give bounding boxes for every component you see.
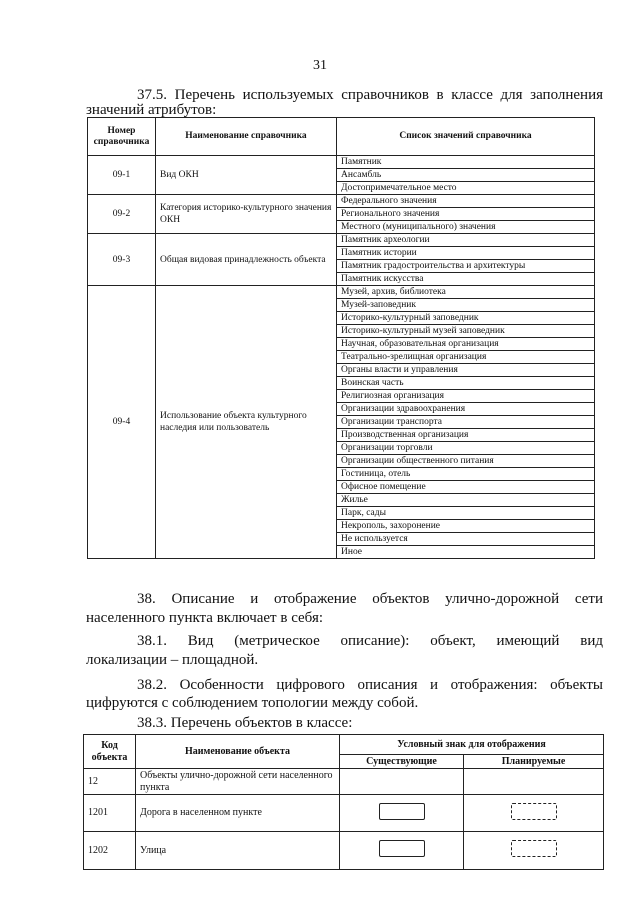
table-row bbox=[88, 234, 595, 247]
ref-value: Музей-заповедник bbox=[337, 299, 595, 312]
ref-value: Организации транспорта bbox=[337, 416, 595, 429]
ref-value: Памятник археологии bbox=[337, 234, 595, 247]
reference-table bbox=[87, 117, 595, 559]
table-row bbox=[84, 832, 604, 870]
objects-table bbox=[83, 734, 604, 870]
ref-name: Общая видовая принадлежность объекта bbox=[156, 234, 337, 286]
object-code: 1201 bbox=[84, 795, 136, 832]
table-row bbox=[88, 195, 595, 208]
table-row bbox=[88, 286, 595, 299]
ref-value: Театрально-зрелищная организация bbox=[337, 351, 595, 364]
ref-value: Памятник искусства bbox=[337, 273, 595, 286]
ref-name: Вид ОКН bbox=[156, 156, 337, 195]
header-ref-values: Список значений справочника bbox=[337, 118, 595, 156]
ref-name: Категория историко-культурного значения ОКН bbox=[156, 195, 337, 234]
ref-value: Памятник bbox=[337, 156, 595, 169]
street-existing-symbol bbox=[379, 840, 425, 857]
section-38-2-line1: 38.2. Особенности цифрового описания и отображения: объекты bbox=[137, 677, 603, 693]
section-38-1-line1: 38.1. Вид (метрическое описание): объект, имеющий вид bbox=[137, 633, 603, 649]
section-37-5-line2: значений атрибутов: bbox=[86, 102, 217, 118]
ref-value: Некрополь, захоронение bbox=[337, 520, 595, 533]
ref-value: Иное bbox=[337, 546, 595, 559]
ref-value: Воинская часть bbox=[337, 377, 595, 390]
header-planned: Планируемые bbox=[464, 755, 604, 769]
ref-value: Парк, сады bbox=[337, 507, 595, 520]
object-code: 1202 bbox=[84, 832, 136, 870]
ref-code: 09-1 bbox=[88, 156, 156, 195]
ref-value: Организации общественного питания bbox=[337, 455, 595, 468]
header-existing: Существующие bbox=[340, 755, 464, 769]
page-number: 31 bbox=[313, 58, 327, 73]
ref-value: Организации здравоохранения bbox=[337, 403, 595, 416]
section-38-3: 38.3. Перечень объектов в классе: bbox=[137, 715, 353, 731]
header-ref-name: Наименование справочника bbox=[156, 118, 337, 156]
street-planned-symbol bbox=[511, 840, 557, 857]
table-row bbox=[84, 769, 604, 795]
header-symbol: Условный знак для отображения bbox=[340, 735, 604, 755]
object-code: 12 bbox=[84, 769, 136, 795]
road-existing-symbol bbox=[379, 803, 425, 820]
ref-name: Использование объекта культурного наследия или пользователь bbox=[156, 286, 337, 559]
ref-value: Ансамбль bbox=[337, 169, 595, 182]
ref-value: Историко-культурный заповедник bbox=[337, 312, 595, 325]
ref-code: 09-3 bbox=[88, 234, 156, 286]
table-row bbox=[88, 156, 595, 169]
section-38-line1: 38. Описание и отображение объектов улично-дорожной сети bbox=[137, 591, 603, 607]
object-name: Дорога в населенном пункте bbox=[136, 795, 340, 832]
object-name: Объекты улично-дорожной сети населенного пункта bbox=[136, 769, 340, 795]
header-object-name: Наименование объекта bbox=[136, 735, 340, 769]
ref-value: Органы власти и управления bbox=[337, 364, 595, 377]
section-38-line2: населенного пункта включает в себя: bbox=[86, 610, 324, 626]
ref-value: Достопримечательное место bbox=[337, 182, 595, 195]
section-38-1-line2: локализации – площадной. bbox=[86, 652, 259, 668]
road-planned-symbol bbox=[511, 803, 557, 820]
ref-code: 09-2 bbox=[88, 195, 156, 234]
header-object-code: Код объекта bbox=[84, 735, 136, 769]
ref-value: Организации торговли bbox=[337, 442, 595, 455]
ref-value: Не используется bbox=[337, 533, 595, 546]
ref-value: Историко-культурный музей заповедник bbox=[337, 325, 595, 338]
table-row bbox=[84, 795, 604, 832]
ref-value: Памятник истории bbox=[337, 247, 595, 260]
ref-value: Офисное помещение bbox=[337, 481, 595, 494]
ref-value: Религиозная организация bbox=[337, 390, 595, 403]
ref-value: Научная, образовательная организация bbox=[337, 338, 595, 351]
object-name: Улица bbox=[136, 832, 340, 870]
header-ref-number: Номер справочника bbox=[88, 118, 156, 156]
ref-value: Местного (муниципального) значения bbox=[337, 221, 595, 234]
ref-value: Музей, архив, библиотека bbox=[337, 286, 595, 299]
ref-value: Федерального значения bbox=[337, 195, 595, 208]
ref-value: Гостиница, отель bbox=[337, 468, 595, 481]
ref-value: Производственная организация bbox=[337, 429, 595, 442]
section-38-2-line2: цифруются с соблюдением топологии между собой. bbox=[86, 695, 419, 711]
section-37-5-line1: 37.5. Перечень используемых справочников в классе для заполнения bbox=[137, 87, 603, 103]
ref-value: Регионального значения bbox=[337, 208, 595, 221]
ref-value: Памятник градостроительства и архитектуры bbox=[337, 260, 595, 273]
ref-code: 09-4 bbox=[88, 286, 156, 559]
ref-value: Жилье bbox=[337, 494, 595, 507]
